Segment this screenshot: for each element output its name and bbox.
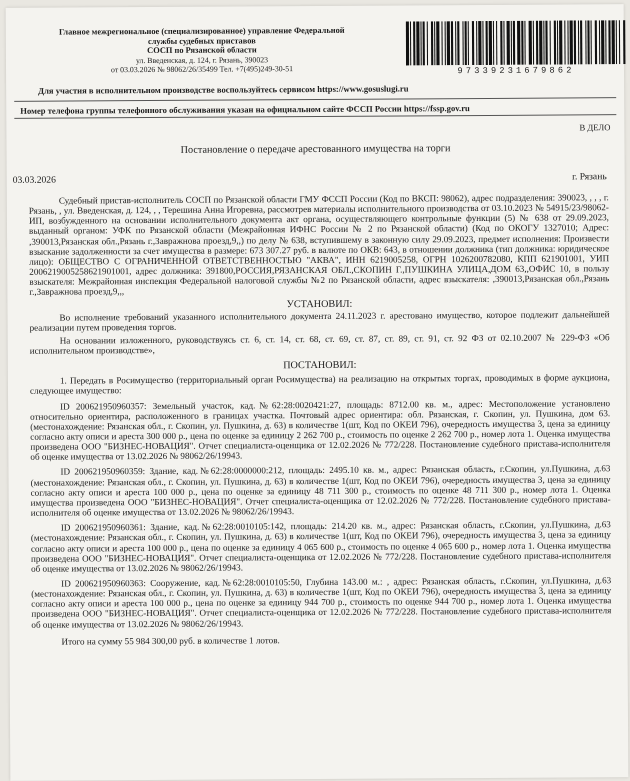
phone-notice: Номер телефона группы телефонного обслуживания указан на официальном сайте ФССП России https://fssp.gov.ru — [20, 103, 470, 116]
intro-paragraph: Судебный пристав-исполнитель СОСП по Рязанской области ГМУ ФССП России (Код по ВКСП: 98062), адрес подразделения: 390023, , , , г. Рязань, , ул. Введенская, д. 124, , , Терешина Анна Игоревна, рассмотрев материалы исполнительного производства от 03.10.2023 № 54915/23/98062-ИП, возбужденного на основании исполнительного документа акт органа, осуществляющего контрольные функции (5) № 638 от 29.09.2023, выданный органом: УФК по Рязанской области (Межрайонная ИФНС России № 2 по Рязанской области) (Код по ОКОГУ 1327010; Адрес: ,390013,Рязанская обл.,Рязань г.,Завражнова проезд,9,,) по делу № 638, вступившему в законную силу 29.09.2023, предмет исполнения: Произвести взыскание задолженности за счет имущества в размере: 673 307.27 руб. в валюте по ОКВ: 643, в отношении должника (тип должника: юридическое лицо): ОБЩЕСТВО С ОГРАНИЧЕННОЙ ОТВЕТСТВЕННОСТЬЮ "АКВА", ИНН 6219005258, ОГРН 1026200782080, КПП 621901001, УИП 2006219005258621901001, адрес должника: 391800,РОССИЯ,РЯЗАНСКАЯ ОБЛ.,СКОПИН Г.,ПУШКИНА УЛИЦА,ДОМ 63,,ОФИС 10, в пользу взыскателя: Межрайонная инспекция Федеральной налоговой службы №2 по Рязанской области, адрес взыскателя: ,390013,Рязанская обл.,Рязань г.,Завражнова проезд,9,,, — [28, 192, 610, 298]
resolved-heading: ПОСТАНОВИЛ: — [283, 359, 357, 372]
lot-paragraph: ID 200621950960359: Здание, кад.№62:28:0000000:212, площадь: 2495.10 кв. м., адрес: Рязанская область, г.Скопин, ул.Пушкина, д.63 (местонахождение: Рязанская обл., г. Скопин, ул. Пушкина, д. 63) в количестве 1(шт, Код по ОКЕИ 796), очередность имущества 3, цена за единицу согласно акту описи и ареста 100 000 р., цена по оценке за единицу 48 711 300 р., стоимость по оценке 48 711 300 р., номер лота 1. Оценка имущества произведена ООО "БИЗНЕС-НОВАЦИЯ". Отчет специалиста-оценщика от 12.02.2026 № 772/228. Постановление судебного пристава-исполнителя об оценке имущества от 13.02.2026 № 98062/26/19943. — [30, 463, 611, 518]
basis-paragraph: На основании изложенного, руководствуясь ст. 6, ст. 14, ст. 68, ст. 69, ст. 87, ст. 89, ст. 91, ст. 92 ФЗ от 02.10.2007 № 229-ФЗ «Об исполнительном производстве», — [29, 332, 610, 356]
org-reference: от 03.03.2026 № 98062/26/35499 Тел. +7(495)249-30-51 — [110, 64, 294, 75]
established-heading: УСТАНОВИЛ: — [286, 298, 353, 310]
gosuslugi-notice: Для участия в исполнительном производстве воспользуйтесь сервисом https://www.gosuslugi.ru — [38, 83, 409, 96]
item-paragraph: 1. Передать в Росимущество (территориальный орган Росимущества) на реализацию на открытых торгах, проводимых в форме аукциона, следующее имущество: — [29, 372, 610, 397]
document-title: Постановление о передаче арестованного имущества на торги — [180, 143, 451, 156]
established-paragraph: Во исполнение требований указанного исполнительного документа 24.11.2023 г. арестовано имущество, которое подлежит дальнейшей реализации путем проведения торгов. — [29, 308, 610, 333]
barcode-digits: 97339231679862 — [457, 65, 575, 77]
organization-block — [32, 26, 372, 76]
document-date: 03.03.2026 — [12, 174, 56, 186]
lot-paragraph: ID 200621950960361: Здание, кад.№62:28:0010105:142, площадь: 214.20 кв. м., адрес: Рязанская область, г.Скопин, ул.Пушкина, д.63 (местонахождение: Рязанская обл., г. Скопин, ул. Пушкина, д. 63) в количестве 1(шт, Код по ОКЕИ 796), очередность имущества 3, цена за единицу согласно акту описи и ареста 100 000 р., цена по оценке за единицу 4 065 600 р., стоимость по оценке 4 065 600 р., номер лота 1. Оценка имущества произведена ООО "БИЗНЕС-НОВАЦИЯ". Отчет специалиста-оценщика от 12.02.2026 № 772/228. Постановление судебного пристава-исполнителя об оценке имущества от 13.02.2026 № 98062/26/19943. — [30, 519, 612, 574]
lot-paragraph: ID 200621950960357: Земельный участок, кад.№62:28:0020421:27, площадь: 8712.00 кв. м., адрес: Местоположение установлено относительно ориентира, расположенного в границах участка. Почтовый адрес ориентира: обл. Рязанская, г. Скопин, ул. Пушкина, дом 63. (местонахождение: Рязанская обл., г. Скопин, ул. Пушкина, д. 63) в количестве 1(шт, Код по ОКЕИ 796), очередность имущества 3, цена за единицу согласно акту описи и ареста 300 000 р., цена по оценке за единицу 2 262 700 р., стоимость по оценке 2 262 700 р., номер лота 1. Оценка имущества произведена ООО "БИЗНЕС-НОВАЦИЯ". Отчет специалиста-оценщика от 12.02.2026 № 772/228. Постановление судебного пристава-исполнителя об оценке имущества от 13.02.2026 № 98062/26/19943. — [30, 397, 611, 463]
in-case-stamp: В ДЕЛО — [579, 122, 611, 133]
document-header — [24, 4, 611, 100]
lot-paragraph: ID 200621950960363: Сооружение, кад.№62:28:0010105:50, Глубина 143.00 м.: , адрес: Рязанская область, г.Скопин, ул.Пушкина, д.63 (местонахождение: Рязанская обл., г. Скопин, ул. Пушкина, д. 63) в количестве 1(шт, Код по ОКЕИ 796), очередность имущества 3, цена за единицу согласно акту описи и ареста 100 000 р., цена по оценке за единицу 944 700 р., стоимость по оценке 944 700 р., номер лота 1. Оценка имущества произведена ООО "БИЗНЕС-НОВАЦИЯ". Отчет специалиста-оценщика от 12.02.2026 № 772/228. Постановление судебного пристава-исполнителя об оценке имущества от 13.02.2026 № 98062/26/19943. — [31, 575, 612, 630]
org-line: Главное межрегиональное (специализированное) управление Федеральной — [58, 25, 345, 37]
org-line: службы судебных приставов — [147, 35, 256, 46]
document-body — [29, 192, 612, 646]
org-address: ул. Введенская, д. 124, г. Рязань, 390023 — [135, 55, 269, 65]
barcode — [406, 20, 626, 65]
document-page — [6, 4, 629, 781]
document-city: г. Рязань — [572, 171, 607, 183]
org-line: СОСП по Рязанской области — [147, 45, 257, 56]
total-line: Итого на сумму 55 984 300,00 руб. в количестве 1 лотов. — [61, 635, 280, 647]
